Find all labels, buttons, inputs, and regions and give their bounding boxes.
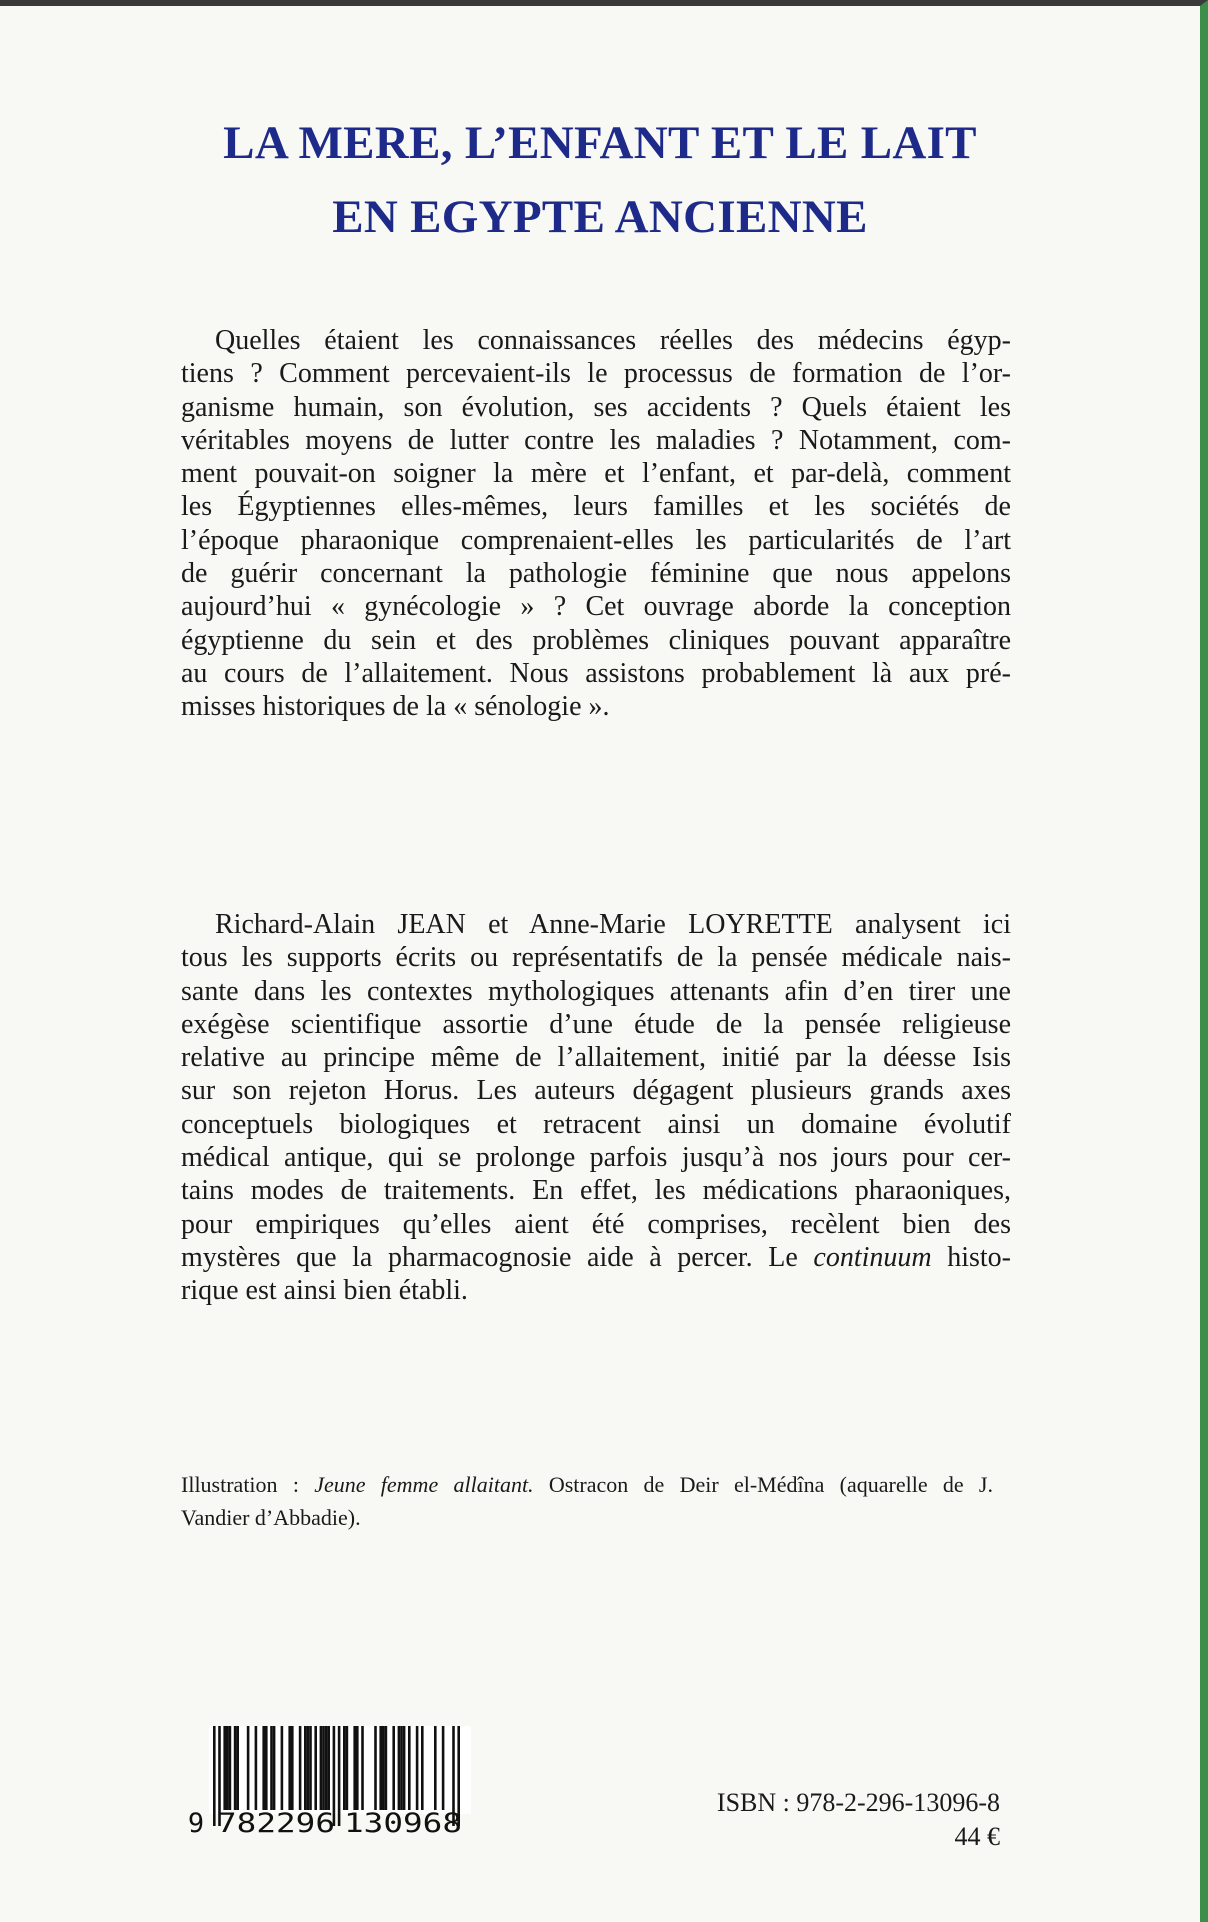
barcode-bar xyxy=(229,1726,232,1810)
paragraph-line: tiens ? Comment percevaient-ils le processus de formation de l’or- xyxy=(181,358,1011,390)
caption-text: Ostracon de Deir el-Médîna (aquarelle de J. xyxy=(533,1472,993,1497)
paragraph-line: sante dans les contextes mythologiques attenants afin d’en tirer une xyxy=(181,975,1011,1007)
barcode-digits-left: 782296 xyxy=(217,1808,335,1836)
barcode-bar xyxy=(288,1726,291,1810)
barcode-bar xyxy=(234,1726,237,1810)
paragraph-line: exégèse scientifique assortie d’une étude de la pensée religieuse xyxy=(181,1008,1011,1040)
barcode-bar xyxy=(309,1726,312,1810)
paragraph-text: histo- xyxy=(931,1241,1011,1273)
caption-line: Vandier d’Abbadie). xyxy=(181,1505,361,1530)
paragraph-line: de guérir concernant la pathologie féminine que nous appelons xyxy=(181,558,1011,590)
book-title xyxy=(0,106,1200,254)
italic-term: continuum xyxy=(813,1241,932,1273)
paragraph-line: pour empiriques qu’elles aient été comprises, recèlent bien des xyxy=(181,1208,1011,1240)
barcode-bar xyxy=(247,1726,250,1810)
isbn-barcode xyxy=(183,1726,483,1836)
paragraph-text: mystères que la pharmacognosie aide à percer. Le xyxy=(181,1241,814,1273)
barcode-bar xyxy=(421,1726,424,1810)
barcode-digits-right: 130968 xyxy=(344,1808,462,1836)
price: 44 € xyxy=(954,1822,1000,1851)
barcode-bar xyxy=(379,1726,382,1810)
barcode-bar xyxy=(304,1726,307,1810)
paragraph-line: l’époque pharaonique comprenaient-elles les particularités de l’art xyxy=(181,524,1011,556)
paragraph-line: véritables moyens de lutter contre les maladies ? Notamment, com- xyxy=(181,424,1011,456)
paragraph-line: relative au principe même de l’allaitement, initié par la déesse Isis xyxy=(181,1042,1011,1074)
paragraph-line: rique est ainsi bien établi. xyxy=(181,1275,468,1307)
paragraph-line: les Égyptiennes elles-mêmes, leurs familles et les sociétés de xyxy=(181,491,1011,523)
paragraph-line: misses historiques de la « sénologie ». xyxy=(181,691,610,723)
book-title-line-1: LA MERE, L’ENFANT ET LE LAIT xyxy=(223,117,977,169)
barcode-bar xyxy=(265,1726,268,1810)
barcode-bar xyxy=(255,1726,258,1810)
caption-italic-title: Jeune femme allaitant. xyxy=(314,1472,534,1497)
paragraph-line xyxy=(181,1241,1011,1274)
barcode-bar xyxy=(403,1726,406,1810)
barcode-bar xyxy=(338,1726,341,1826)
barcode-bar xyxy=(273,1726,276,1810)
summary-paragraph-2 xyxy=(181,908,1011,1308)
barcode-bar xyxy=(392,1726,395,1810)
barcode-digit-first: 9 xyxy=(187,1808,205,1836)
barcode-bar xyxy=(320,1726,323,1810)
paragraph-line: au cours de l’allaitement. Nous assistons probablement là aux pré- xyxy=(181,657,1011,689)
barcode-bar xyxy=(281,1726,284,1810)
summary-paragraph-1 xyxy=(181,324,1011,724)
isbn-number: ISBN : 978-2-296-13096-8 xyxy=(716,1788,1000,1817)
barcode-bar xyxy=(327,1726,330,1810)
barcode-bar xyxy=(356,1726,359,1810)
barcode-bar xyxy=(291,1726,294,1810)
barcode-bar xyxy=(299,1726,302,1810)
barcode-bar xyxy=(307,1726,310,1810)
barcode-bar xyxy=(346,1726,349,1810)
barcode-bar xyxy=(322,1726,325,1810)
paragraph-line: Richard-Alain JEAN et Anne-Marie LOYRETTE analysent ici xyxy=(215,909,1011,940)
barcode-bar xyxy=(343,1726,346,1810)
barcode-graphic xyxy=(183,1726,483,1836)
barcode-bar xyxy=(374,1726,377,1810)
barcode-bar xyxy=(400,1726,403,1810)
paragraph-line: sur son rejeton Horus. Les auteurs dégagent plusieurs grands axes xyxy=(181,1075,1011,1107)
barcode-bar xyxy=(416,1726,419,1810)
barcode-bar xyxy=(434,1726,437,1810)
barcode-bar xyxy=(385,1726,388,1810)
barcode-bar xyxy=(270,1726,273,1810)
barcode-bar xyxy=(223,1726,226,1810)
barcode-bar xyxy=(262,1726,265,1810)
paragraph-line: égyptienne du sein et des problèmes cliniques pouvant apparaître xyxy=(181,624,1011,656)
paragraph-line: ment pouvait-on soigner la mère et l’enfant, et par-delà, comment xyxy=(181,458,1011,490)
illustration-caption xyxy=(181,1468,993,1534)
paragraph-line: tous les supports écrits ou représentatifs de la pensée médicale nais- xyxy=(181,942,1011,974)
barcode-bar xyxy=(213,1726,216,1826)
book-title-line-2: EN EGYPTE ANCIENNE xyxy=(332,191,868,243)
barcode-bar xyxy=(236,1726,239,1810)
barcode-bar xyxy=(408,1726,411,1810)
barcode-bar xyxy=(325,1726,328,1810)
caption-prefix: Illustration : xyxy=(181,1472,315,1497)
barcode-bar xyxy=(398,1726,401,1810)
paragraph-line: conceptuels biologiques et retracent ainsi un domaine évolutif xyxy=(181,1108,1011,1140)
caption-line xyxy=(181,1468,993,1501)
paragraph-line: médical antique, qui se prolonge parfois jusqu’à nos jours pour cer- xyxy=(181,1142,1011,1174)
paragraph-line: ganisme humain, son évolution, ses accidents ? Quels étaient les xyxy=(181,391,1011,423)
paragraph-line: aujourd’hui « gynécologie » ? Cet ouvrage aborde la conception xyxy=(181,591,1011,623)
barcode-bar xyxy=(361,1726,364,1810)
paragraph-line: tains modes de traitements. En effet, les médications pharaoniques, xyxy=(181,1175,1011,1207)
barcode-bar xyxy=(314,1726,317,1810)
paragraph-line: Quelles étaient les connaissances réelles des médecins égyp- xyxy=(215,325,1011,356)
barcode-bar xyxy=(442,1726,445,1810)
barcode-bar xyxy=(226,1726,229,1810)
barcode-bar xyxy=(382,1726,385,1810)
barcode-bar xyxy=(353,1726,356,1810)
